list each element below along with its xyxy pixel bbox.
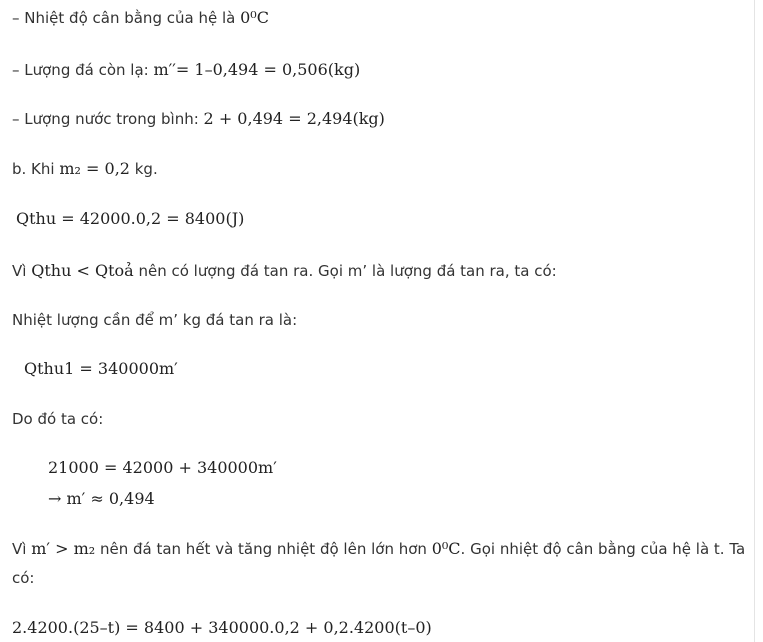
math-expression: m′′= 1–0,494 = 0,506(kg) xyxy=(153,60,361,79)
math-expression: Qthu < Qtoả xyxy=(31,261,134,280)
conclusion-line xyxy=(12,539,745,559)
line-text: – Lượng nước trong bình: xyxy=(12,110,199,128)
math-expression: 2.4200.(25–t) = 8400 + 340000.0,2 + 0,2.4200(t–0) xyxy=(12,618,432,637)
math-expression-2: 0⁰C xyxy=(431,539,461,558)
math-expression: 21000 = 42000 + 340000m′ xyxy=(48,458,277,477)
line-text: Vì xyxy=(12,540,27,558)
conclusion-line-continued xyxy=(12,568,34,588)
line-text-after: nên đá tan hết và tăng nhiệt độ lên lớn hơn xyxy=(99,540,427,558)
equilibrium-temperature-line xyxy=(12,8,269,28)
q-thu-equation xyxy=(16,209,244,229)
final-equation xyxy=(12,618,432,638)
balance-equation xyxy=(48,458,277,478)
heat-needed-line xyxy=(12,310,297,330)
line-text-after-2: . Gọi nhiệt độ cân bằng của hệ là t. Ta xyxy=(460,540,746,558)
math-expression: Qthu1 = 340000m′ xyxy=(24,359,178,378)
line-text: Do đó ta có: xyxy=(12,410,104,428)
line-text: có: xyxy=(12,569,35,587)
math-expression: 2 + 0,494 = 2,494(kg) xyxy=(203,109,385,128)
line-text: – Lượng đá còn lạ: xyxy=(12,61,149,79)
line-text-after: kg. xyxy=(134,160,158,178)
comparison-line xyxy=(12,261,557,281)
math-expression: 0⁰C xyxy=(240,8,269,27)
line-text: b. Khi xyxy=(12,160,55,178)
remaining-ice-line xyxy=(12,60,360,80)
line-text-after: nên có lượng đá tan ra. Gọi m’ là lượng đá tan ra, ta có: xyxy=(138,262,557,280)
math-expression: Qthu = 42000.0,2 = 8400(J) xyxy=(16,209,245,228)
math-expression: m′ > m₂ xyxy=(31,539,96,558)
page-edge-divider xyxy=(754,0,755,642)
case-b-heading xyxy=(12,159,158,179)
mass-result-equation xyxy=(48,489,155,509)
math-expression: m₂ = 0,2 xyxy=(59,159,130,178)
q-thu1-equation xyxy=(24,359,178,379)
water-in-vessel-line xyxy=(12,109,385,129)
therefore-line xyxy=(12,409,103,429)
math-expression: → m′ ≈ 0,494 xyxy=(48,489,155,508)
line-text: – Nhiệt độ cân bằng của hệ là xyxy=(12,9,236,27)
line-text: Nhiệt lượng cần để m’ kg đá tan ra là: xyxy=(12,311,298,329)
line-text: Vì xyxy=(12,262,27,280)
